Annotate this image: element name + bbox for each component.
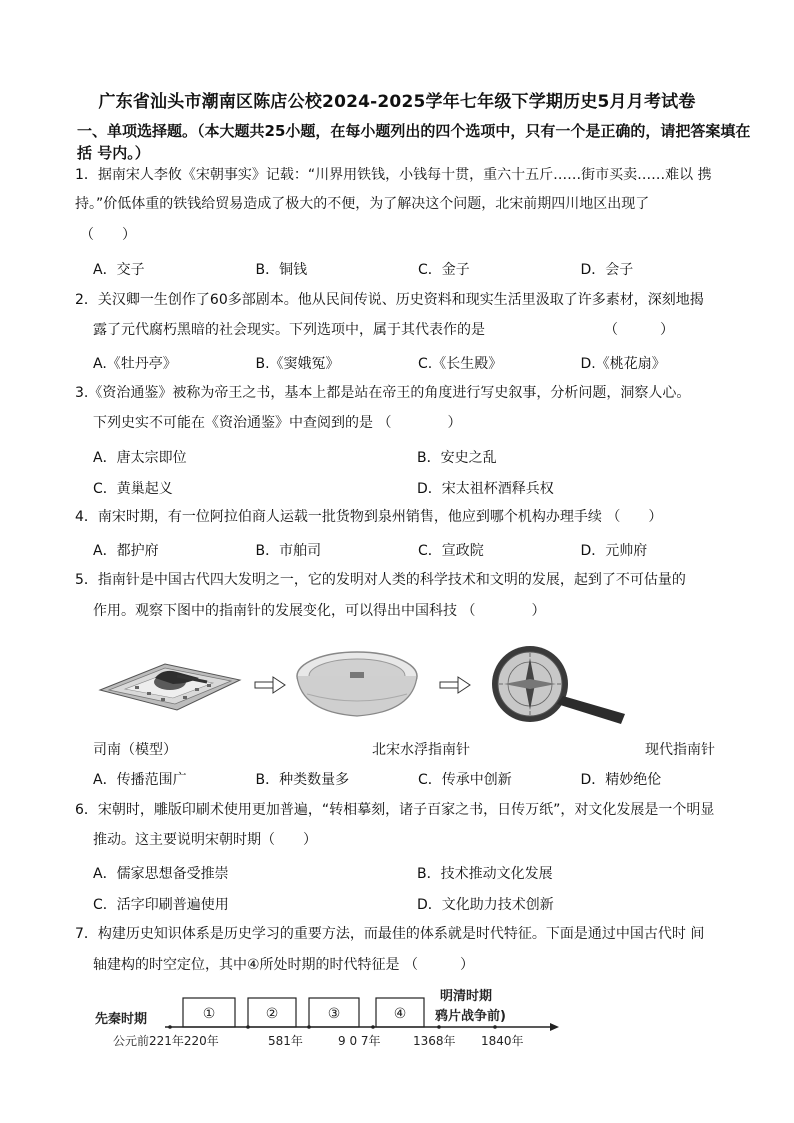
q6-option-c[interactable]: C．活字印刷普遍使用: [93, 897, 229, 913]
q7-line1: 7．构建历史知识体系是历史学习的重要方法，而最佳的体系就是时代特征。下面是通过中国古代时 间: [75, 926, 705, 942]
sinan-model-image: [100, 664, 240, 710]
q2-line2: 露了元代腐朽黑暗的社会现实。下列选项中，属于其代表作的是 （ ）: [93, 322, 674, 338]
q6-line1: 6．宋朝时，雕版印刷术使用更加普遍，“转相摹刻，诸子百家之书，日传万纸”，对文化发展是一个明显: [75, 802, 715, 818]
timeline-end-label-1: 明清时期: [440, 989, 493, 1004]
modern-compass-image: [492, 646, 625, 724]
q2-option-b[interactable]: B.《窦娥冤》: [255, 356, 340, 372]
caption-water-compass: 北宋水浮指南针: [372, 742, 470, 758]
q4-line1: 4．南宋时期，有一位阿拉伯商人运载一批货物到泉州销售，他应到哪个机构办理手续 （ ）: [75, 509, 663, 525]
caption-sinan: 司南（模型）: [93, 742, 177, 758]
q5-options: [93, 769, 743, 789]
q4-option-d[interactable]: D．元帅府: [580, 543, 648, 559]
q3-line1: 3.《资治通鉴》被称为帝王之书，基本上都是站在帝王的角度进行写史叙事，分析问题，洞察人心。: [75, 385, 691, 401]
q7-line2: 轴建构的时空定位，其中④所处时期的时代特征是 （ ）: [93, 957, 474, 973]
q6-option-a[interactable]: A．儒家思想备受推崇: [93, 866, 229, 882]
q1-option-c[interactable]: C．金子: [418, 262, 470, 278]
compass-evolution-figure: [95, 638, 735, 728]
timeline-end-label-2: 鸦片战争前): [435, 1009, 506, 1024]
q3-line2: 下列史实不可能在《资治通鉴》中查阅到的是 （ ）: [93, 415, 462, 431]
q2-line1: 2．关汉卿一生创作了60多部剧本。他从民间传说、历史资料和现实生活里汲取了许多素材，深刻地揭: [75, 292, 704, 308]
page-title: 广东省汕头市潮南区陈店公校2024-2025学年七年级下学期历史5月月考试卷: [98, 92, 696, 112]
q1-option-a[interactable]: A．交子: [93, 262, 145, 278]
q2-option-d[interactable]: D.《桃花扇》: [580, 356, 666, 372]
q6-option-d[interactable]: D．文化助力技术创新: [417, 897, 554, 913]
q2-option-c[interactable]: C.《长生殿》: [418, 356, 503, 372]
q5-option-a[interactable]: A．传播范围广: [93, 772, 187, 788]
q1-line2: 持。”价低体重的铁钱给贸易造成了极大的不便，为了解决这个问题，北宋前期四川地区出现了: [75, 196, 650, 212]
q4-option-b[interactable]: B．市舶司: [255, 543, 322, 559]
timeline-box-3: ③: [327, 1006, 341, 1022]
section-heading: 一、单项选择题。（本大题共25小题，在每小题列出的四个选项中，只有一个是正确的，请把答案填在括 号内。）: [77, 122, 751, 162]
q5-option-c[interactable]: C．传承中创新: [418, 772, 512, 788]
q1-line3: （ ）: [80, 227, 136, 243]
q3-option-c[interactable]: C．黄巢起义: [93, 481, 173, 497]
timeline-date-5: 1840年: [481, 1034, 524, 1048]
timeline-box-1: ①: [202, 1006, 216, 1022]
timeline-start-label: 先秦时期: [95, 1012, 148, 1027]
q3-option-b[interactable]: B．安史之乱: [417, 450, 497, 466]
q4-option-c[interactable]: C．宣政院: [418, 543, 484, 559]
timeline-box-2: ②: [265, 1006, 279, 1022]
arrow-icon: [255, 677, 285, 693]
water-compass-image: [297, 652, 417, 716]
timeline-date-4: 1368年: [413, 1034, 456, 1048]
q3-option-a[interactable]: A．唐太宗即位: [93, 450, 187, 466]
q5-option-d[interactable]: D．精妙绝伦: [580, 772, 662, 788]
q4-option-a[interactable]: A．都护府: [93, 543, 159, 559]
timeline-figure: [95, 984, 565, 1050]
arrow-icon: [440, 677, 470, 693]
caption-modern-compass: 现代指南针: [645, 742, 715, 758]
q5-line2: 作用。观察下图中的指南针的发展变化，可以得出中国科技 （ ）: [93, 603, 546, 619]
q5-option-b[interactable]: B．种类数量多: [255, 772, 350, 788]
q4-options: [93, 540, 743, 560]
q6-line2: 推动。这主要说明宋朝时期（ ）: [93, 832, 317, 848]
q3-option-d[interactable]: D．宋太祖杯酒释兵权: [417, 481, 554, 497]
q1-line1: 1．据南宋人李攸《宋朝事实》记载：“川界用铁钱，小钱每十贯，重六十五斤……街市买卖……难以 携: [75, 167, 712, 183]
timeline-box-4: ④: [393, 1006, 407, 1022]
q5-line1: 5．指南针是中国古代四大发明之一，它的发明对人类的科学技术和文明的发展，起到了不可估量的: [75, 572, 686, 588]
q1-options: [93, 259, 743, 279]
q2-option-a[interactable]: A.《牡丹亭》: [93, 356, 177, 372]
timeline-date-1: 公元前221年220年: [113, 1034, 219, 1048]
q6-option-b[interactable]: B．技术推动文化发展: [417, 866, 553, 882]
q1-option-d[interactable]: D．会子: [580, 262, 634, 278]
q2-options: [93, 353, 743, 373]
timeline-date-3: 9 0 7年: [338, 1034, 381, 1048]
q1-option-b[interactable]: B．铜钱: [255, 262, 308, 278]
timeline-date-2: 581年: [268, 1034, 303, 1048]
